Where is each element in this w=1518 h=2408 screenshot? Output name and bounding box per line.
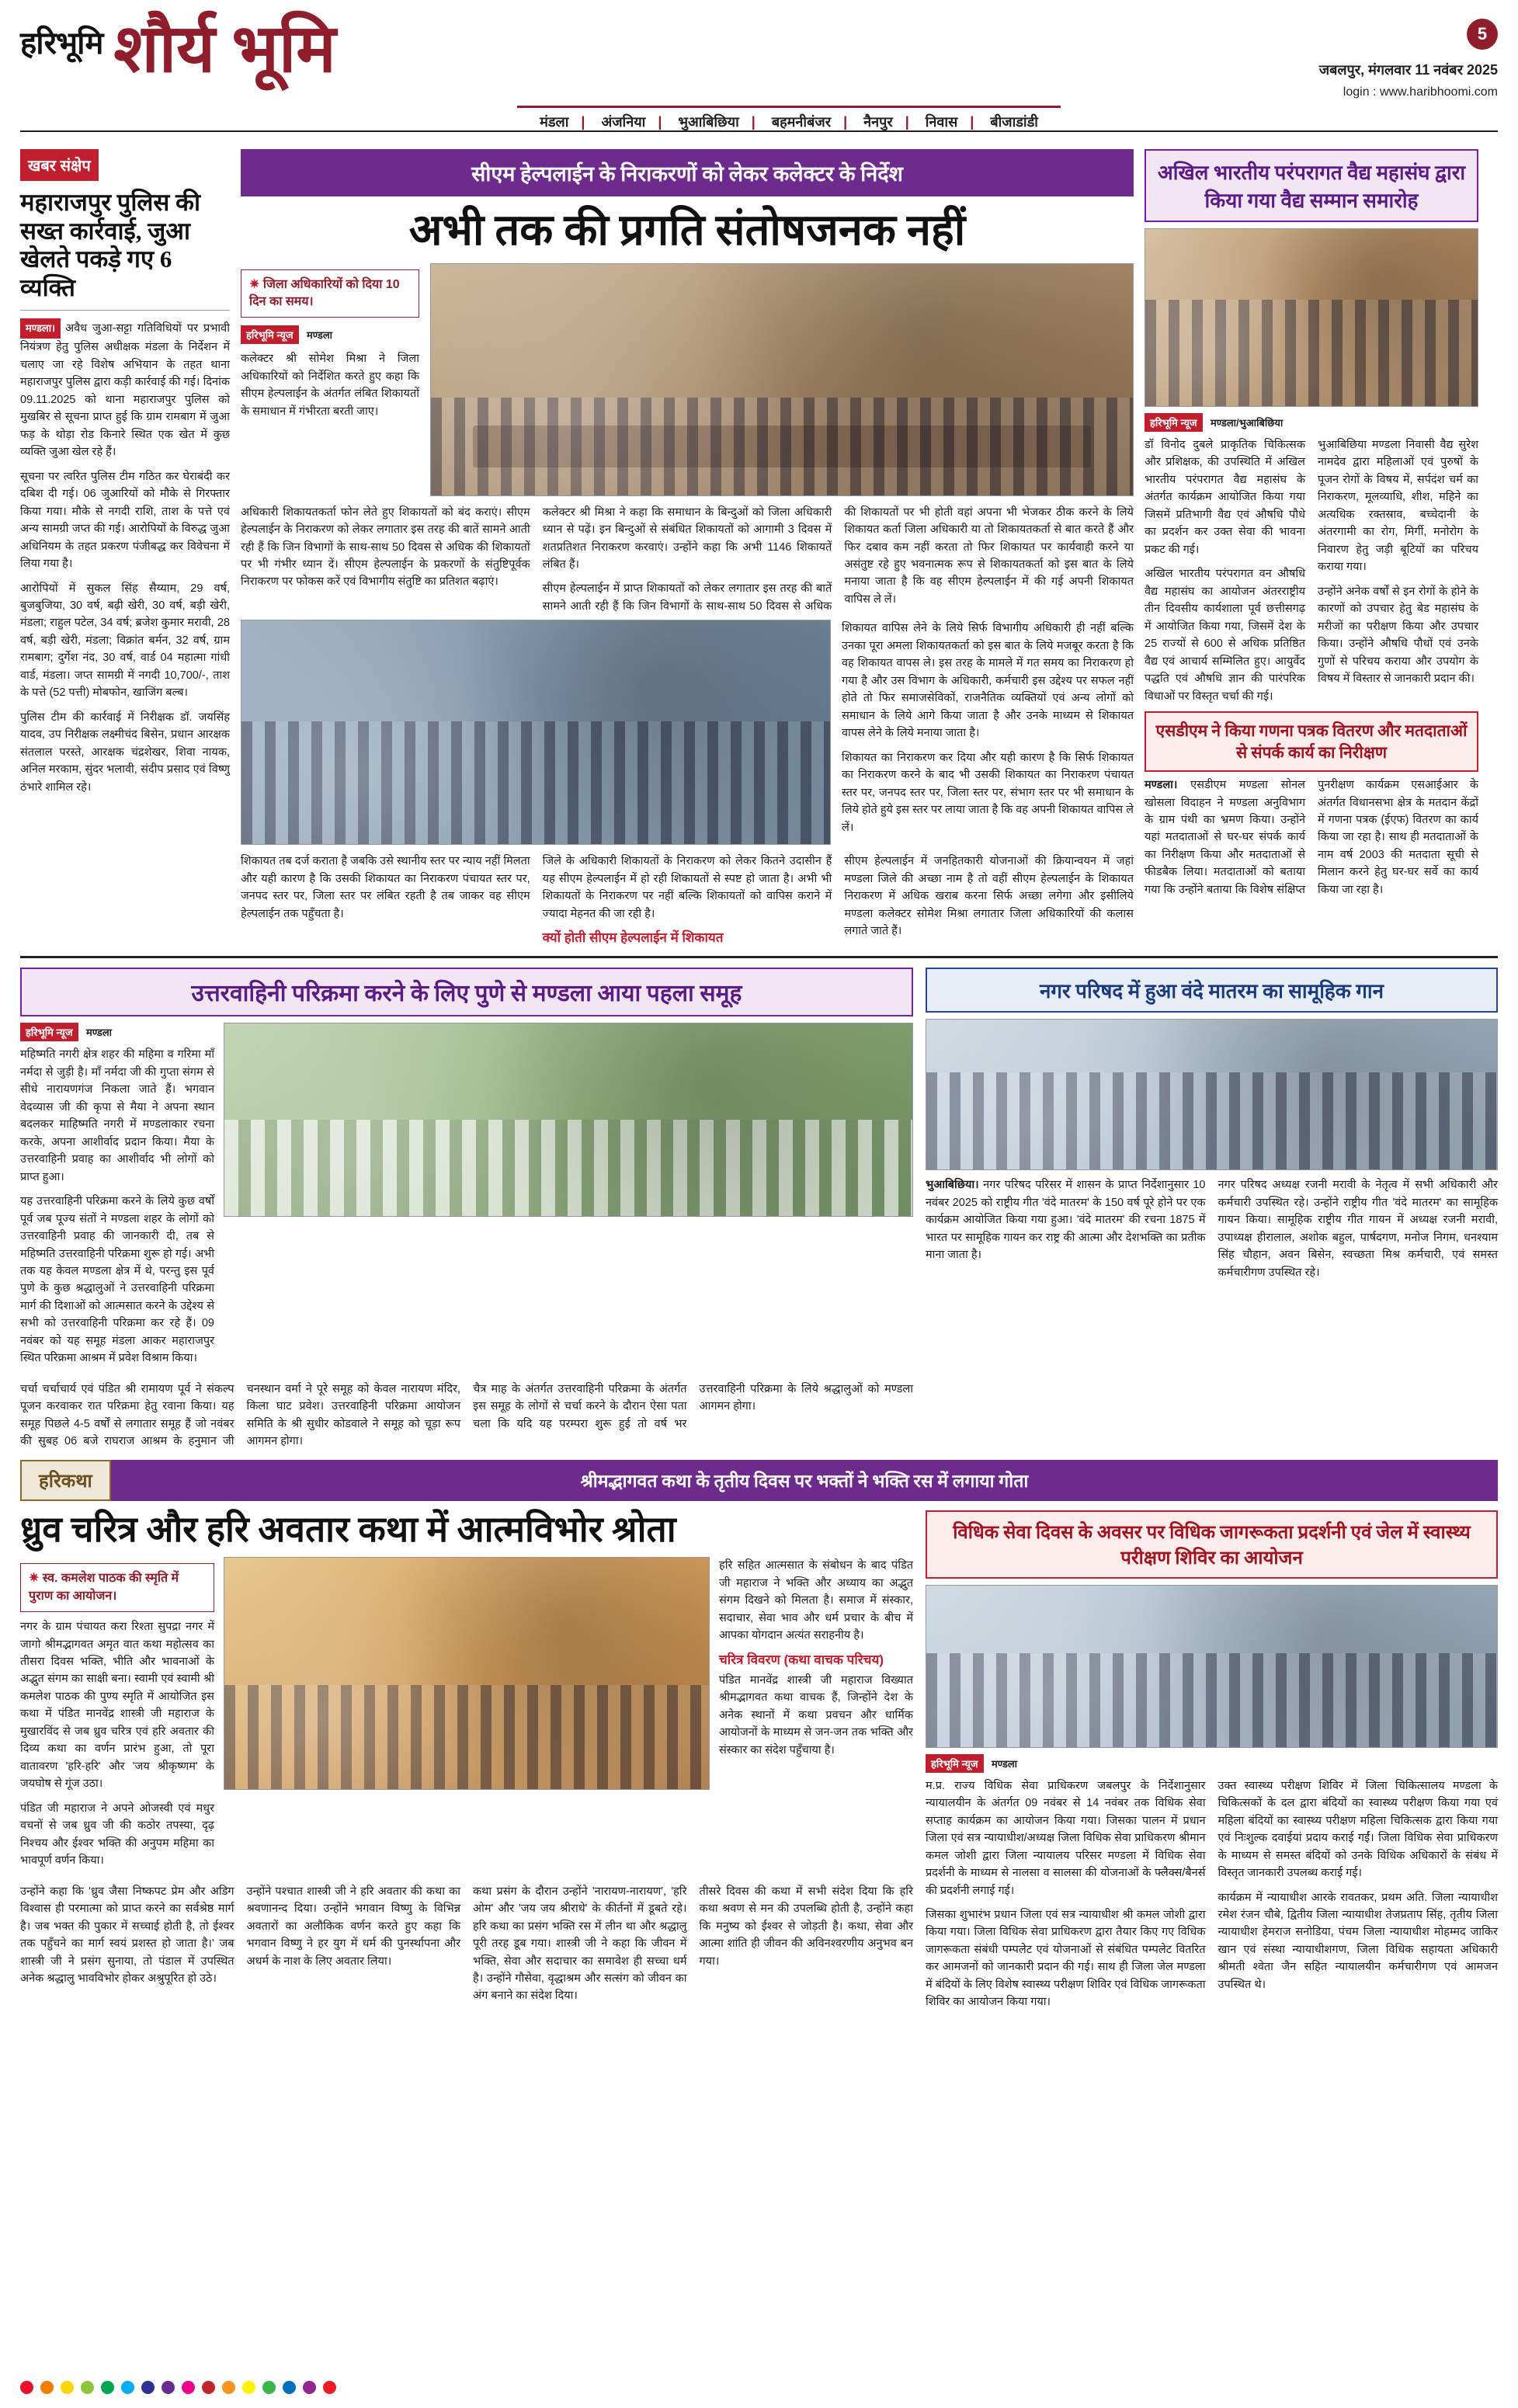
edition-date: जबलपुर, मंगलवार 11 नवंबर 2025	[1318, 62, 1498, 78]
registration-dot	[182, 2381, 195, 2394]
haribhoomi-logo: हरिभूमि	[20, 26, 103, 61]
mid-left-para-1: यह उत्तरवाहिनी परिक्रमा करने के लिये कुछ वर्षों पूर्व जब पूज्य संतों ने मण्डला शहर के लोगों को उत्तरवाहिनी प्रवाह की जानकारी दी, तब से महिष्मति उत्तरवाहिनी परिक्रमा शुरू हो गई। अभी तक यह केवल मण्डला क्षेत्र में थे, परन्तु इस पूर्व पुणे के कुछ श्रद्धालुओं ने उत्तरवाहिनी परिक्रमा मार्ग की दिशाओं को आत्मसात करने के उद्देश्य से सभी को उत्तरवाहिनी परिक्रमा कर रहे हैं। 09 नवंबर को यह समूह मंडला आकर महाराजपुर स्थित परिक्रमा आश्रम में प्रवेश विश्राम किया।	[20, 1195, 214, 1365]
mid-right-photo	[926, 1019, 1498, 1170]
harikatha-tag: हरिकथा	[20, 1460, 111, 1501]
left-para-2: आरोपियों में सुकल सिंह सैय्याम, 29 वर्ष, बुजबुजिया, 30 वर्ष, बढ़ी खेरी, 30 वर्ष, बड़ी खेरी, मंडला; राहुल पटेल, 34 वर्ष; ब्रजेश कुमार मरावी, 28 वर्ष, बड़ी खेरी, मंडला; विक्रांत बर्मन, 32 वर्ष, ग्राम रामबाग; दुर्गेश नंद, 30 वर्ष, वार्ड 04 महात्मा गांधी वार्ड, मंडला। जप्त सामग्री में नगदी 10,700/-, ताश के पत्ते (52 पत्ती) मोबफोन, खाजिंग बल्ब।	[20, 582, 230, 700]
edition-3: बहमनीबंजर	[771, 114, 832, 130]
masthead-left	[20, 12, 336, 86]
edition-4: नैनपुर	[863, 114, 893, 130]
left-para-1: सूचना पर त्वरित पुलिस टीम गठित कर घेराबंदी कर दबिश दी गई। 06 जुआरियों को मौके से गिरफ्तार किया गया। मौके से नगदी राशि, ताश के पत्ते एवं अन्य सामग्री जप्त की गई। आरोपियों के विरुद्ध जुआ अधिनियम के तहत प्रकरण पंजीबद्ध कर विवेचना में लिया गया है।	[20, 470, 230, 571]
main-para-0: कलेक्टर श्री सोमेश मिश्रा ने जिला अधिकारियों को निर्देशित करते हुए कहा कि सीएम हेल्पलाईन के अंतर्गत लंबित शिकायतों के समाधान में गंभीरता बरती जाए।	[241, 353, 419, 418]
main-photo	[430, 263, 1134, 496]
main-byline-tail: मण्डला	[306, 329, 333, 342]
left-divider	[20, 310, 230, 311]
main-para-1: अधिकारी शिकायतकर्ता फोन लेते हुए शिकायतों को बंद कराएं। सीएम हेल्पलाईन के निराकरण को लेकर लगातार इस तरह की बातें सामने आती रही हैं कि जिन विभागों के साथ-साथ 50 दिवस से अधिक की शिकायतों पर भी गंभीर ध्यान दें। सीएम हेल्पलाईन के प्रकरणों के संतुष्टिपूर्वक निराकरण पर फोकस करें एवं विभागीय संतुष्टि का प्रतिशत बढ़ाएं।	[241, 506, 530, 589]
mid-left-byline: हरिभूमि न्यूज	[20, 1023, 78, 1041]
registration-dot	[81, 2381, 94, 2394]
edition-1: अंजनिया	[601, 114, 646, 130]
legal-photo	[926, 1585, 1498, 1748]
legal-banner: विधिक सेवा दिवस के अवसर पर विधिक जागरूकता प्रदर्शनी एवं जेल में स्वास्थ्य परीक्षण शिविर का आयोजन	[926, 1510, 1498, 1579]
bottom-section	[20, 1510, 1498, 2011]
mid-right-byline: भुआबिछिया।	[926, 1179, 979, 1192]
top-section	[20, 149, 1498, 947]
registration-dot	[141, 2381, 155, 2394]
registration-dot	[202, 2381, 215, 2394]
edition-0: मंडला	[540, 114, 569, 130]
left-para-3: पुलिस टीम की कार्रवाई में निरीक्षक डॉ. जयसिंह यादव, उप निरीक्षक लक्ष्मीचंद बिसेन, प्रधान आरक्षक संतलाल परस्ते, आरक्षक चंद्रशेखर, शिवा नायक, अनिल मरकाम, सुंदर भलावी, संदीप प्रसाद एवं विष्णु ठंभारे शामिल रहे।	[20, 711, 230, 794]
registration-dot	[262, 2381, 276, 2394]
edition-list: मंडला | अंजनिया | भुआबिछिया | बहमनीबंजर | नैनपुर | निवास | बीजाडांडी	[517, 106, 1061, 131]
mid-left-byline-tail: मण्डला	[85, 1027, 113, 1039]
edition-6: बीजाडांडी	[990, 114, 1038, 130]
harikatha-para-4: कथा प्रसंग के दौरान उन्होंने 'नारायण-नारायण', 'हरि ओम' और 'जय जय श्रीराधे' के कीर्तनों में डूबते रहे। हरि कथा का प्रसंग भक्ति रस में लीन था और श्रद्धालु पूरी तरह डूब गया। शास्त्री जी ने कहा कि जीवन में भक्ति, सेवा और सदाचार का समावेश ही सच्चा धर्म है। उन्होंने गौसेवा, वृद्धाश्रम और सत्संग को जीवन का अंग बनाने का संदेश दिया।	[473, 1885, 687, 2003]
mid-left-para-0: महिष्मति नगरी क्षेत्र शहर की महिमा व गरिमा माँ नर्मदा से जुड़ी है। माँ नर्मदा जी की गुप्ता संगम से सीधे नारायणगंज निकला जाते हैं। भगवान वेदव्यास जी की कृपा से मैया ने अपना स्थान बदलकर माहिष्मति नगरी में मण्डलाकार रचना करके, अपना आशीर्वाद प्रदान किया। मैया के उत्तरवाहिनी प्रवाह का आशीर्वाद भी लोगों को प्राप्त हुआ।	[20, 1048, 214, 1183]
kicker-badge: खबर संक्षेप	[20, 149, 99, 181]
harikatha-sidebox-title: चरित्र विवरण (कथा वाचक परिचय)	[719, 1652, 884, 1667]
mid-left-story	[20, 968, 913, 1450]
registration-dot	[101, 2381, 114, 2394]
main-para-7: जिले के अधिकारी शिकायतों के निराकरण को लेकर कितने उदासीन हैं यह सीएम हेल्पलाईन में हो रही शिकायतों से स्पष्ट हो जाता है। अभी भी शिकायतों के निराकरण पर नहीं बल्कि शिकायतों को वापिस कराने में ज्यादा मेहनत की जा रही है।	[542, 855, 832, 920]
registration-dot	[162, 2381, 175, 2394]
left-column	[20, 149, 230, 947]
edition-5: निवास	[925, 114, 958, 130]
legal-para-1: जिसका शुभारंभ प्रधान जिला एवं सत्र न्यायाधीश श्री कमल जोशी द्वारा किया गया। जिला विधिक सेवा प्राधिकरण द्वारा तैयार किए गए विधिक जागरूकता संबंधी पम्पलेट एवं योजनाओं से संबंधित पम्पलेट वितरित कर आमजनों को जानकारी प्रदान की गई। साथ ही जिला जेल मण्डला में बंदियों के लिए विशेष स्वास्थ्य परीक्षण शिविर एवं विधिक जागरूकता शिविर का आयोजन किया गया।	[926, 1908, 1206, 2009]
harikatha-story	[20, 1510, 913, 2011]
legal-byline-tail: मण्डला	[991, 1757, 1018, 1770]
harikatha-para-6: तीसरे दिवस की कथा में सभी संदेश दिया कि हरि कथा श्रवण से मन की उपलब्धि होती है, उन्होंने कहा कि मनुष्य को ईश्वर से जोड़ती है। कथा, सेवा और आत्मा शांति ही जीवन की अविनश्वरणीय अनुभव बन गया।	[699, 1885, 913, 1968]
legal-para-2: उक्त स्वास्थ्य परीक्षण शिविर में जिला चिकित्सालय मण्डला के चिकित्सकों के दल द्वारा बंदियों का स्वास्थ्य परीक्षण किया गया एवं महिला बंदियों का स्वास्थ्य परीक्षण महिला चिकित्सक द्वारा किया गया एवं निःशुल्क दवाईयां प्रदाय कराई गईं। जिला विधिक सेवा प्राधिकरण के माध्यम से समस्त बंदियों को उनके विधिक अधिकारों के संबंध में विस्तृत जानकारी उपलब्ध कराई गई।	[1218, 1779, 1498, 1880]
registration-dot	[40, 2381, 54, 2394]
right-box2-byline: मण्डला।	[1145, 779, 1178, 792]
right-para-2: भुआबिछिया मण्डला निवासी वैद्य सुरेश नामदेव द्वारा महिलाओं एवं पुरुषों के पूजन रोगों के विषय में, सर्पदंश चर्म का निराकरण, मूलव्याधि, शीश, महिने का अत्यधिक रक्तस्राव, बच्चेदानी के अंतरगामी का रोग, मिर्गी, मनोरोग के निवारण हेतु जड़ी बूटियों का परिचय कराया गया।	[1318, 439, 1478, 574]
main-subhead: क्यों होती सीएम हेल्पलाईन में शिकायत	[542, 930, 724, 946]
harikatha-para-0: नगर के ग्राम पंचायत करा रिश्ता सुपद्रा नगर में जागो श्रीमद्भागवत अमृत वात कथा महोत्सव का तीसरा दिवस भक्ति, भीति और भावनाओं के अद्भुत संगम का साक्षी बना। स्वामी एवं स्वामी श्री कमलेश पाठक की पुण्य स्मृति में आयोजित इस कथा में पंडित मानवेंद्र शास्त्री जी महाराज के मुखारविंद से जब ध्रुव चरित्र एवं हरि अवतार की दिव्य कथा का वर्णन प्रारंभ हुआ, तो पूरा वातावरण 'हरि-हरि' और 'जय श्रीकृष्णम' के जयघोष से गूंज उठा।	[20, 1621, 214, 1791]
harikatha-photo	[224, 1557, 710, 1790]
harikatha-bar-text: श्रीमद्भागवत कथा के तृतीय दिवस पर भक्तों ने भक्ति रस में लगाया गोता	[111, 1460, 1498, 1501]
mid-section	[20, 968, 1498, 1450]
left-para-0-text: अवैध जुआ-सट्टा गतिविधियों पर प्रभावी नियंत्रण हेतु पुलिस अधीक्षक मंडला के निर्देशन में चलाए जा रहे विशेष अभियान के तहत थाना महाराजपुर पुलिस द्वारा कड़ी कार्रवाई की गई। दिनांक 09.11.2025 को थाना महाराजपुर पुलिस को मुखबिर से सूचना प्राप्त हुई कि ग्राम रामबाग में जुआ फड़ के थोड़ा रोड किनारे स्थित एक खेत में कुछ व्यक्ति जुआ खेल रहे हैं।	[20, 322, 230, 459]
mid-right-story	[926, 968, 1498, 1450]
mid-left-title: उत्तरवाहिनी परिक्रमा करने के लिए पुणे से मण्डला आया पहला समूह	[20, 968, 913, 1016]
harikatha-para-5: हरि सहित आत्मसात के संबोधन के बाद पंडित जी महाराज ने भक्ति और अध्याय का अद्भुत संगम दिखने को मिलता है। समाज में संस्कार, सदाचार, सेवा भाव और धर्म प्रचार के बीच में आपका योगदान अत्यंत सराहनीय है।	[719, 1559, 913, 1642]
page-title: शौर्य भूमि	[113, 12, 336, 86]
right-para-0: डॉ विनोद दुबले प्राकृतिक चिकित्सक और प्रशिक्षक, की उपस्थिति में अखिल भारतीय परंपरागत वैद्य महासंघ के अंतर्गत कार्यक्रम आयोजित किया गया जिसमें प्रतिभागी वैद्य एवं औषधि पौधे का प्रदर्शन कर उक्त सेवा की भावना प्रकट की गई।	[1145, 439, 1305, 556]
legal-story	[926, 1510, 1498, 2011]
right-box2-para-0: मण्डला। एसडीएम मण्डला सोनल खोसला विदाहन ने मण्डला अनुविभाग के ग्राम पंथी का भ्रमण किया। उन्होंने यहां मतदाताओं से घर-घर संपर्क कार्य का निरीक्षण किया और मतदाताओं से फीडबैक लिया। मतदाताओं को बताया गया कि उन्होंने बताया कि विशेष संक्षिप्त पुनरीक्षण कार्यक्रम एसआईआर के अंतर्गत विधानसभा क्षेत्र के मतदान केंद्रों में गणना पत्रक (ईएफ) वितरण का कार्य किया जा रहा है। साथ ही मतदाताओं के नाम वर्ष 2003 की मतदाता सूची से मिलान करने हेतु घर-घर सर्वे का कार्य किया जा रहा है।	[1145, 779, 1478, 896]
main-banner: सीएम हेल्पलाईन के निराकरणों को लेकर कलेक्टर के निर्देश	[241, 149, 1134, 196]
right-para-3: उन्होंने अनेक वर्षों से इन रोगों के होने के कारणों को उपचार हेतु बेड महासंघ के मरीजों का परीक्षण किया और उपचार किया। उन्होंने औषधि पौधों एवं उनके गुणों से परिचय कराया और उपयोग के विषय में विस्तार से जानकारी प्रदान की।	[1318, 585, 1478, 686]
left-byline: मण्डला।	[20, 318, 61, 339]
right-para-1: अखिल भारतीय परंपरागत वन औषधि वैद्य महासंघ का आयोजन अंतरराष्ट्रीय तीन दिवसीय कार्यशाला पूर्व छत्तीसगढ़ में आयोजित किया गया, जिसमें देश के 25 राज्यों से 600 से अधिक प्रतिष्ठित वैद्य एवं आचार्य सम्मिलित हुए। आयुर्वेद पद्धति एवं औषधि ज्ञान की पारंपरिक विधाओं पर विस्तृत चर्चा की गई।	[1145, 568, 1305, 703]
website-login: login : www.haribhoomi.com	[1343, 85, 1498, 99]
main-byline: हरिभूमि न्यूज	[241, 325, 299, 344]
registration-dot	[20, 2381, 33, 2394]
right-box2-title: एसडीएम ने किया गणना पत्रक वितरण और मतदाताओं से संपर्क कार्य का निरीक्षण	[1145, 711, 1478, 772]
right-photo	[1145, 228, 1478, 407]
main-para-6: शिकायत तब दर्ज कराता है जबकि उसे स्थानीय स्तर पर न्याय नहीं मिलता और यही कारण है कि उसकी शिकायत का निराकरण पंचायत स्तर पर, जनपद स्तर पर, जिला स्तर पर लंबित रहती है तब जाकर वह सीएम हेल्पलाईन तक पहुँचता है।	[241, 855, 530, 920]
harikatha-para-1: पंडित जी महाराज ने अपने ओजस्वी एवं मधुर वचनों से जब ध्रुव जी की कठोर तपस्या, दृढ़ निश्चय और ईश्वर भक्ति की अनुपम महिमा का भावपूर्ण वर्णन किया।	[20, 1802, 214, 1868]
mid-left-para-2: चर्चा चर्चाचार्य एवं पंडित श्री रामायण पूर्व ने संकल्प पूजन करवाकर रात परिक्रमा हेतु रवाना किया। यह समूह पिछले 4-5 वर्षों से लगातार समूह हैं जो नवंबर की सुबह 06 बजे राघराज आश्रम के हनुमान जी चनस्थान वर्मा ने पूरे समूह को केवल नारायण मंदिर, किला घाट प्रवेश। उत्तरवाहिनी परिक्रमा आयोजन समिति के श्री सुधीर कोडवाले ने समूह को चूड़ा रूप आगमन होगा।	[20, 1382, 460, 1448]
legal-para-3: कार्यक्रम में न्यायाधीश आरके रावतकर, प्रथम अति. जिला न्यायाधीश रमेश रंजन चौबे, द्वितीय जिला न्यायाधीश तेजप्रताप सिंह, तृतीय जिला न्यायाधीश हेमराज सनोडिया, पंचम जिला न्यायाधीश मोहम्मद जाकिर खान एवं संस्था न्यायाधीशगण, जिला विधिक सहायता अधिकारी श्रीमती श्वेता जैन सहित न्यायालयीन कर्मचारीगण एवं आमजन उपस्थित थे।	[1218, 1891, 1498, 1991]
mid-right-title: नगर परिषद में हुआ वंदे मातरम का सामूहिक गान	[926, 968, 1498, 1013]
masthead	[20, 14, 1498, 138]
main-para-5: शिकायत का निराकरण कर दिया और यही कारण है कि सिर्फ शिकायत का निराकरण करने के बाद भी उसकी शिकायत का निराकरण पंचायत स्तर पर, जनपद स्तर पर, जिला स्तर पर, संभाग स्तर पर भी समाधान के लिये होते हुये इस स्तर पर लाया जाता है कि वह अपनी शिकायत वापिस ले लें।	[842, 751, 1134, 834]
page-number-badge: 5	[1467, 19, 1498, 50]
main-boxnote: ✷ जिला अधिकारियों को दिया 10 दिन का समय।	[241, 269, 419, 318]
left-para-0	[20, 318, 230, 460]
mid-left-photo	[224, 1023, 913, 1217]
right-byline: हरिभूमि न्यूज	[1145, 413, 1203, 432]
registration-dot	[303, 2381, 316, 2394]
main-photo-2	[241, 620, 831, 845]
section-divider-1	[20, 956, 1498, 958]
registration-dot	[283, 2381, 296, 2394]
harikatha-para-3: उन्होंने पश्चात शास्त्री जी ने हरि अवतार की कथा का श्रवणानन्द दिया। उन्होंने भगवान विष्णु के विभिन्न अवतारों का अलौकिक वर्णन करते हुए कहा कि भगवान विष्णु ने हर युग में धर्म की पुनर्स्थापना और अधर्म के नाश के लिए अवतार लिया।	[246, 1885, 460, 1968]
main-sidebox	[241, 263, 419, 496]
main-headline: अभी तक की प्रगति संतोषजनक नहीं	[408, 207, 966, 255]
right-banner: अखिल भारतीय परंपरागत वैद्य महासंघ द्वारा किया गया वैद्य सम्मान समारोह	[1145, 149, 1478, 222]
edition-2: भुआबिछिया	[678, 114, 739, 130]
registration-dot	[121, 2381, 134, 2394]
mid-right-para-0: भुआबिछिया। नगर परिषद परिसर में शासन के प्राप्त निर्देशानुसार 10 नवंबर 2025 को राष्ट्रीय गीत 'वंदे मातरम' के 150 वर्ष पूरे होने पर एक कार्यक्रम आयोजित किया गया हुआ। 'वंदे मातरम' की रचना 1875 में भारत पर सामूहिक गायन कर राष्ट्र की आत्मा और देशभक्ति का प्रतीक माना जाता है।	[926, 1179, 1206, 1262]
registration-dot	[242, 2381, 255, 2394]
registration-dot	[323, 2381, 336, 2394]
right-byline-tail: मण्डला/भुआबिछिया	[1210, 417, 1284, 429]
main-para-4: शिकायत वापिस लेने के लिये सिर्फ विभागीय अधिकारी ही नहीं बल्कि उनका पूरा अमला शिकायतकर्ता को इस बात के लिये मजबूर करता है कि वह शिकायत वापस ले। इस तरह के मामले में गत समय का निराकरण हो गया है और उस विभाग के अधिकारी, कर्मचारी इस उद्देश्य पर सफल नहीं होते तो फिर समाजसेविकों, राजनैतिक व्यक्तियों एवं अन्य लोगों को समाधान के लिये आगे किया जाता है और उनके माध्यम से शिकायत वापस लेने के लिये मनाया जाता है।	[842, 622, 1134, 740]
harikatha-headline: ध्रुव चरित्र और हरि अवतार कथा में आत्मविभोर श्रोता	[20, 1509, 676, 1549]
registration-dot	[222, 2381, 235, 2394]
main-para-3: सीएम हेल्पलाईन में प्राप्त शिकायतों को लेकर लगातार इस तरह की बातें सामने आती रही हैं कि जिन विभागों के साथ-साथ 50 दिवस से अधिक की शिकायतों पर भी होती वहां अपना भी भेजकर ठीक करने के लिये शिकायत कर्ता जिला अधिकारी या तो शिकायतकर्ता से बात करते हैं और फिर दबाव कम नहीं करता तो फिर शिकायत पर कार्यवाही करने या असंतुष्ट रहे हुए भवनात्मक रूप से शिकायतकर्ता को इस बात के लिये मनाया जाता है कि वह सीएम हेल्पलाईन में की गई अपनी शिकायत वापिस ले लें।	[542, 506, 1134, 613]
harikatha-para-2: उन्होंने कहा कि 'ध्रुव जैसा निष्कपट प्रेम और अडिग विश्वास ही परमात्मा को प्राप्त करने का सर्वश्रेष्ठ मार्ग है। जब भक्त की पुकार में सच्चाई होती है, तो ईश्वर तक पहुँचने का मार्ग स्वयं प्रशस्त हो जाता है।' जब शास्त्री जी ने प्रसंग सुनाया, तो पंडाल में उपस्थित अनेक श्रद्धालु भावविभोर होकर अश्रुपूरित हो उठे।	[20, 1885, 234, 1985]
legal-para-0: म.प्र. राज्य विधिक सेवा प्राधिकरण जबलपुर के निर्देशानुसार न्यायालयीन के अंतर्गत 09 नवंबर से 14 नवंबर तक विधिक सेवा सप्ताह कार्यक्रम का आयोजन किया गया। जिसका पालन में प्रधान जिला एवं सत्र न्यायाधीश/अध्यक्ष जिला विधिक सेवा प्राधिकरण श्रीमान कमल जोशी द्वारा जिला न्यायालय परिसर मण्डला में विधिक सेवा प्रदर्शनी के माध्यम से नालसा व सालसा की योजनाओं के फ्लैक्स/बैनर्स की प्रदर्शनी लगाई गई।	[926, 1779, 1206, 1897]
main-subpara-0: सीएम हेल्पलाईन में जनहितकारी योजनाओं की क्रियान्वयन में जहां मण्डला जिले की अच्छा नाम है तो वहीं सीएम हेल्पलाईन के शिकायत निराकरण में अधिक खराब करना सिर्फ अच्छा लगेगा और इसीलिये मण्डला कलेक्टर सोमेश मिश्रा लगातार जिला अधिकारियों की कलास लगाते जाते हैं।	[844, 855, 1134, 938]
masthead-divider	[20, 130, 1498, 132]
main-para-2: कलेक्टर श्री मिश्रा ने कहा कि समाधान के बिन्दुओं को जिला अधिकारी ध्यान से पढ़ें। इन बिन्दुओं से संबंधित शिकायतों को आगामी 3 दिवस में शतप्रतिशत निराकरण करवाएं। उन्होंने कहा कि अभी 1146 शिकायतें लंबित हैं।	[542, 506, 832, 571]
harikatha-boxnote: ✷ स्व. कमलेश पाठक की स्मृति में पुराण का आयोजन।	[20, 1563, 214, 1612]
harikatha-sidebox-text: पंडित मानवेंद्र शास्त्री जी महाराज विख्यात श्रीमद्भागवत कथा वाचक हैं, जिन्होंने देश के अनेक स्थानों में कथा प्रवचन और धार्मिक आयोजनों के माध्यम से जन-जन तक भक्ति और संस्कार का संदेश पहुँचाया है।	[719, 1673, 913, 1756]
right-column	[1145, 149, 1478, 947]
main-story	[241, 149, 1134, 947]
left-headline: महाराजपुर पुलिस की सख्त कार्रवाई, जुआ खेलते पकड़े गए 6 व्यक्ति	[20, 189, 200, 301]
mid-right-para-1: नगर परिषद अध्यक्ष रजनी मरावी के नेतृत्व में सभी अधिकारी और कर्मचारी उपस्थित रहे। उन्होंने राष्ट्रीय गीत 'वंदे मातरम' का सामूहिक गायन किया। सामूहिक राष्ट्रीय गीत गायन में अध्यक्ष रजनी मरावी, उपाध्यक्ष हीरालाल, अशोक बहुल, पार्षदगण, मनोज निगम, धनश्याम सिंह चौहान, अवन बिसेन, स्वच्छता मिश्र कर्मचारी, एवं समस्त कर्मचारीगण उपस्थित रहे।	[1218, 1179, 1498, 1279]
mid-left-para-3: चैत्र माह के अंतर्गत उत्तरवाहिनी परिक्रमा के अंतर्गत इस समूह के लोगों से चर्चा करने के दौरान ऐसा पता चला कि यदि यह परम्परा शुरू हुई तो वर्ष भर उत्तरवाहिनी परिक्रमा के लिये श्रद्धालुओं को मण्डला आगमन होगा।	[473, 1382, 913, 1430]
registration-dot	[61, 2381, 74, 2394]
color-registration-bar	[20, 2381, 1498, 2394]
harikatha-bar	[20, 1460, 1498, 1501]
legal-byline: हरिभूमि न्यूज	[926, 1754, 984, 1773]
